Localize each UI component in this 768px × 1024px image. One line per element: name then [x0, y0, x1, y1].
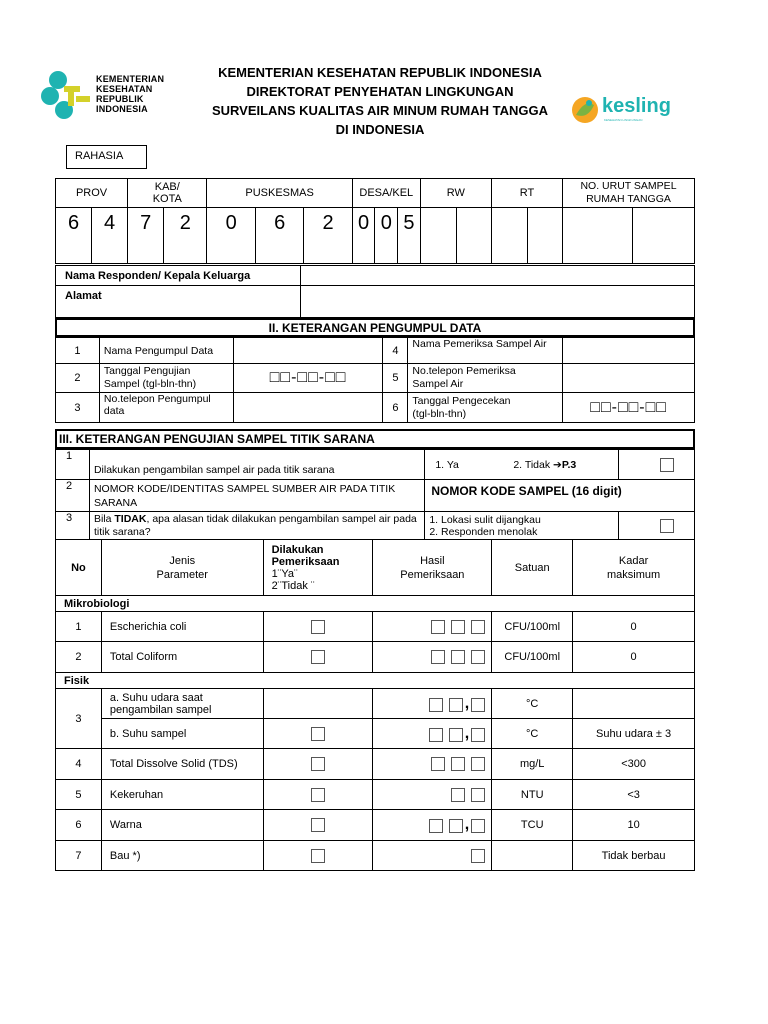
hasil-digit-box[interactable]: [471, 698, 485, 712]
decimal-comma: ,: [464, 694, 470, 712]
code-digit-4[interactable]: 2: [164, 208, 207, 264]
dilakukan-checkbox[interactable]: [311, 757, 325, 771]
kemenkes-emblem-icon: [40, 66, 94, 122]
hasil-digit-box[interactable]: [471, 757, 485, 771]
parameter-table: [55, 539, 695, 871]
code-digit-8[interactable]: 0: [352, 208, 375, 264]
hasil-digit-box[interactable]: [449, 819, 463, 833]
dilakukan-checkbox[interactable]: [311, 788, 325, 802]
nama-pemeriksa-field[interactable]: [563, 338, 695, 364]
hasil-digit-box[interactable]: [429, 819, 443, 833]
q2-answer[interactable]: NOMOR KODE SAMPEL (16 digit): [425, 480, 695, 512]
code-digit-15[interactable]: [562, 208, 632, 264]
q1-checkbox[interactable]: [660, 458, 674, 472]
row-1-no: 1: [56, 338, 100, 364]
hasil-digit-box[interactable]: [431, 620, 445, 634]
row-2-no: 2: [56, 364, 100, 393]
header-line-1: KEMENTERIAN KESEHATAN REPUBLIK INDONESIA: [218, 65, 542, 80]
logo-line-1: KEMENTERIAN: [96, 74, 165, 84]
kesling-emblem-icon: [570, 95, 600, 125]
code-digit-3[interactable]: 7: [128, 208, 164, 264]
hasil-digit-box[interactable]: [471, 849, 485, 863]
kesling-logo: [570, 95, 680, 125]
logo-line-2: KESEHATAN: [96, 84, 153, 94]
q1-opt-ya[interactable]: 1. Ya: [435, 458, 459, 471]
decimal-comma: ,: [464, 724, 470, 742]
table-row: b. Suhu sampel , °C Suhu udara ± 3: [56, 719, 695, 749]
code-digit-2[interactable]: 4: [92, 208, 128, 264]
code-digit-14[interactable]: [527, 208, 562, 264]
q2-no: 2: [56, 480, 90, 512]
table-row: 1 Escherichia coli CFU/100ml 0: [56, 612, 695, 642]
row-4-label: Nama Pemeriksa Sampel Air: [408, 338, 563, 364]
row-6-label: Tanggal Pengecekan (tgl-bln-thn): [408, 393, 563, 423]
table-row: 3 a. Suhu udara saat pengambilan sampel , °C: [56, 689, 695, 719]
arrow-right-icon: ➔: [553, 458, 562, 471]
hasil-digit-box[interactable]: [471, 819, 485, 833]
q3-no: 3: [56, 512, 90, 540]
section-3-title: III. KETERANGAN PENGUJIAN SAMPEL TITIK SARANA: [55, 429, 695, 449]
col-puskesmas: PUSKESMAS: [207, 179, 352, 208]
row-4-no: 4: [383, 338, 408, 364]
row-6-no: 6: [383, 393, 408, 423]
nama-responden-label: Nama Responden/ Kepala Keluarga: [56, 266, 301, 286]
code-digit-6[interactable]: 6: [255, 208, 303, 264]
table-row: 4 Total Dissolve Solid (TDS) mg/L <300: [56, 749, 695, 780]
code-digit-13[interactable]: [491, 208, 527, 264]
pengumpul-table: [55, 337, 695, 423]
dilakukan-checkbox[interactable]: [311, 818, 325, 832]
th-hasil: Hasil Pemeriksaan: [373, 540, 492, 596]
q1-opt-tidak[interactable]: 2. Tidak: [513, 458, 554, 471]
hasil-digit-box[interactable]: [451, 757, 465, 771]
header-line-3: SURVEILANS KUALITAS AIR MINUM RUMAH TANGGA: [211, 103, 549, 118]
th-dilakukan: Dilakukan Pemeriksaan 1¨Ya¨ 2¨Tidak ¨: [263, 540, 373, 596]
col-rw: RW: [420, 179, 491, 208]
row-5-no: 5: [383, 364, 408, 393]
code-digit-12[interactable]: [456, 208, 491, 264]
kesling-tagline: KESEHATAN LINGKUNGAN: [604, 118, 643, 122]
hasil-digit-box[interactable]: [471, 728, 485, 742]
logo-line-4: INDONESIA: [96, 104, 148, 114]
code-digit-7[interactable]: 2: [304, 208, 352, 264]
q1-ref: P.3: [561, 458, 577, 471]
hasil-digit-box[interactable]: [471, 650, 485, 664]
telepon-pemeriksa-field[interactable]: [563, 364, 695, 393]
code-digit-10[interactable]: 5: [398, 208, 421, 264]
nama-pengumpul-field[interactable]: [233, 338, 383, 364]
kesling-wordmark: kesling: [602, 95, 671, 117]
q3-opt-menolak[interactable]: 2. Responden menolak: [429, 525, 538, 538]
table-row: 6 Warna , TCU 10: [56, 810, 695, 841]
header-line-2: DIREKTORAT PENYEHATAN LINGKUNGAN: [246, 84, 514, 99]
row-3-no: 3: [56, 393, 100, 423]
sampel-questions-table: [55, 449, 695, 540]
hasil-digit-box[interactable]: [451, 650, 465, 664]
q3-text: Bila TIDAK, apa alasan tidak dilakukan pengambilan sampel air pada titik sarana?: [89, 512, 424, 540]
telepon-pengumpul-field[interactable]: [233, 393, 383, 423]
section-2-title: II. KETERANGAN PENGUMPUL DATA: [55, 318, 695, 337]
group-fisik: Fisik: [56, 673, 695, 689]
table-row: 2 Total Coliform CFU/100ml 0: [56, 642, 695, 673]
q3-opt-lokasi[interactable]: 1. Lokasi sulit dijangkau: [429, 513, 541, 526]
col-desa: DESA/KEL: [352, 179, 420, 208]
rahasia-label: RAHASIA: [75, 150, 124, 162]
th-no: No: [56, 540, 102, 596]
dilakukan-checkbox[interactable]: [311, 620, 325, 634]
dilakukan-checkbox[interactable]: [311, 727, 325, 741]
q2-text: NOMOR KODE/IDENTITAS SAMPEL SUMBER AIR PADA TITIK SARANA: [89, 480, 424, 512]
hasil-digit-box[interactable]: [431, 757, 445, 771]
row-2-label: Tanggal Pengujian Sampel (tgl-bln-thn): [99, 364, 233, 393]
th-kadar: Kadar maksimum: [573, 540, 695, 596]
th-satuan: Satuan: [492, 540, 573, 596]
hasil-digit-box[interactable]: [451, 620, 465, 634]
hasil-digit-box[interactable]: [449, 728, 463, 742]
col-kab: KAB/ KOTA: [128, 179, 207, 208]
tanggal-pengecekan-field[interactable]: □□-□□-□□: [563, 393, 695, 423]
row-3-label: No.telepon Pengumpul data: [99, 393, 233, 423]
location-code-table: [55, 178, 695, 264]
table-row: 5 Kekeruhan NTU <3: [56, 780, 695, 810]
dilakukan-checkbox[interactable]: [311, 650, 325, 664]
header-line-4: DI INDONESIA: [335, 122, 425, 137]
tanggal-pengujian-field[interactable]: □□-□□-□□: [233, 364, 383, 393]
code-digit-16[interactable]: [633, 208, 695, 264]
q1-no: 1: [56, 450, 90, 480]
row-1-label: Nama Pengumpul Data: [99, 338, 233, 364]
alamat-field[interactable]: [300, 286, 694, 318]
nama-responden-field[interactable]: [300, 266, 694, 286]
col-rt: RT: [491, 179, 562, 208]
q3-checkbox[interactable]: [660, 519, 674, 533]
responden-table: [55, 265, 695, 318]
q3-options: [425, 512, 619, 540]
col-prov: PROV: [56, 179, 128, 208]
rahasia-box: [66, 145, 147, 169]
logo-line-3: REPUBLIK: [96, 94, 144, 104]
hasil-digit-box[interactable]: [449, 698, 463, 712]
col-no-urut: NO. URUT SAMPEL RUMAH TANGGA: [562, 179, 694, 208]
code-digit-9[interactable]: 0: [375, 208, 398, 264]
q1-answer-cell: [619, 450, 695, 480]
dilakukan-checkbox[interactable]: [311, 849, 325, 863]
hasil-digit-box[interactable]: [431, 650, 445, 664]
code-digit-5[interactable]: 0: [207, 208, 255, 264]
hasil-digit-box[interactable]: [429, 728, 443, 742]
q3-answer-cell: [619, 512, 695, 540]
table-row: 7 Bau *) Tidak berbau: [56, 841, 695, 871]
alamat-label: Alamat: [56, 286, 301, 318]
code-digit-1[interactable]: 6: [56, 208, 92, 264]
code-digit-11[interactable]: [420, 208, 456, 264]
th-jenis: Jenis Parameter: [101, 540, 263, 596]
q1-text: Dilakukan pengambilan sampel air pada titik sarana: [89, 450, 424, 480]
decimal-comma: ,: [464, 816, 470, 833]
row-5-label: No.telepon Pemeriksa Sampel Air: [408, 364, 563, 393]
hasil-digit-box[interactable]: [429, 698, 443, 712]
hasil-digit-box[interactable]: [471, 620, 485, 634]
group-mikrobiologi: Mikrobiologi: [56, 596, 695, 612]
hasil-digit-box[interactable]: [451, 788, 465, 802]
q1-options: [425, 450, 619, 480]
hasil-digit-box[interactable]: [471, 788, 485, 802]
